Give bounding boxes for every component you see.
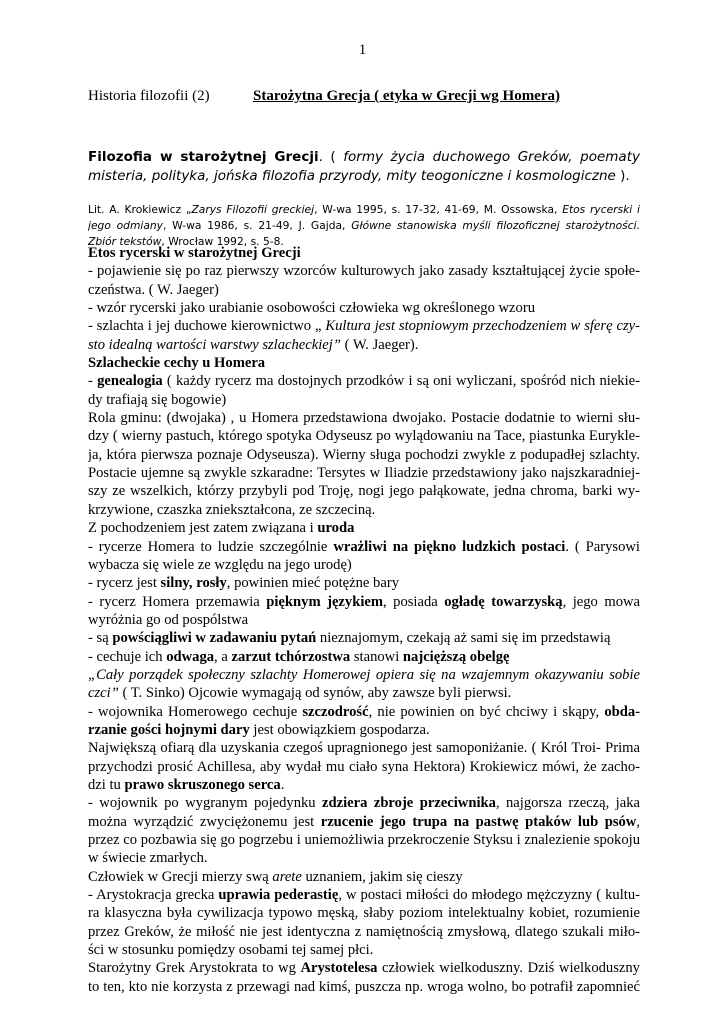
- text-line: , a: [214, 648, 232, 665]
- text-line: ści w stosunku pomiędzy osobami tej samej płci.: [88, 942, 374, 959]
- lit-text: Lit. A. Krokiewicz „: [88, 203, 192, 216]
- text-line: w świecie zmarłych.: [88, 850, 208, 867]
- text-line: człowiek wielkoduszny. Dziś wielkoduszny: [377, 960, 640, 977]
- section-title: [88, 148, 640, 186]
- heading-szlacheckie: Szlacheckie cechy u Homera: [88, 355, 266, 372]
- text-line: nieznajomym, czekają aż sami się im przedstawią: [316, 630, 611, 647]
- lit-text: , W-wa 1995, s. 17-32, 41-69, M. Ossowska,: [314, 203, 563, 216]
- text-line: ra klasyczna była cywilizacja typowo męską, słaby poziom intelektualny kobiet, rozumienie: [88, 905, 640, 922]
- text-line: dy trafiają się bogowie): [88, 391, 227, 408]
- lit-title: Zarys Filozofii greckiej: [191, 203, 315, 216]
- text-line: Rola gminu: (dwojaka) , u Homera przedstawiona dwojako. Postacie dodatnie to wierni słu-: [88, 410, 640, 427]
- page-number: 1: [358, 42, 367, 58]
- term-obelga: najcięższą obelgę: [402, 648, 510, 665]
- term-zbroje: zdziera zbroje przeciwnika: [322, 795, 496, 812]
- lit-title: Etos rycerski i: [562, 203, 640, 216]
- term-prawo: prawo skruszonego serca: [124, 776, 281, 793]
- term-trup: rzucenie jego trupa na pastwę ptaków lub psów: [320, 813, 637, 830]
- quote-sinko: „Cały porządek społeczny szlachty Homerowej opiera się na wzajemnym okazywaniu sobie: [88, 666, 640, 683]
- title-italic-2: misteria, polityka, jońska filozofia przyrody, mity teogoniczne i kosmologiczne: [88, 168, 616, 184]
- quote-jaeger: Kultura jest stopniowym przechodzeniem w sferę czy-: [325, 318, 640, 335]
- term-jezyk: pięknym językiem: [266, 593, 384, 610]
- text-line: dzi tu: [88, 776, 125, 793]
- text-line: ( W. Jaeger).: [340, 336, 419, 353]
- term-obdarzanie: rzanie gości hojnymi dary: [88, 721, 250, 738]
- text-line: , nie powinien on być chciwy i skąpy,: [368, 703, 605, 720]
- text-line: , najgorsza rzeczą, jaka: [495, 795, 640, 812]
- text-line: szy ze wszelkich, którzy przybyli pod Troję, nogi jego pałąkowate, jedna chroma, barki wy-: [88, 483, 640, 500]
- term-arete: arete: [272, 868, 302, 885]
- term-odwaga: odwaga: [166, 648, 215, 665]
- quote-jaeger: sto idealną wartości warstwy szlacheckiej”: [88, 336, 341, 353]
- text-line: Największą ofiarą dla uzyskania czegoś upragnionego jest samoponiżanie. ( Król Troi- Prima: [88, 740, 640, 757]
- text-line: przez co pozbawia się go pogrzebu i uniemożliwia przekroczenie Styksu i znalezienie spokoju: [88, 832, 640, 848]
- quote-sinko: czci”: [88, 685, 119, 702]
- text-line: - wojownika Homerowego cechuje: [88, 703, 303, 720]
- title-close: ).: [615, 168, 630, 184]
- header-topic: Starożytna Grecja ( etyka w Grecji wg Homera): [253, 88, 560, 104]
- title-open: . (: [318, 149, 344, 165]
- lit-text: , W-wa 1986, s. 21-49, J. Gajda,: [163, 219, 352, 232]
- text-line: - Arystokracja grecka: [88, 887, 219, 904]
- term-szczodrosc: szczodrość: [302, 703, 369, 720]
- text-line: stanowi: [350, 648, 403, 665]
- text-line: - rycerz jest: [88, 575, 161, 592]
- lit-text: , Wrocław 1992, s. 5-8.: [161, 235, 284, 248]
- text-line: , posiada: [383, 593, 445, 610]
- text-line: można wyrządzić zwyciężonemu jest: [88, 813, 321, 830]
- term-obdarzanie: obda-: [604, 703, 640, 720]
- term-silny: silny, rosły: [160, 575, 227, 592]
- term-oglada: ogładę towarzyską: [444, 593, 563, 610]
- term-pederastia: uprawia pederastię: [218, 887, 339, 904]
- term-powsciagliwi: powściągliwi w zadawaniu pytań: [112, 630, 317, 647]
- text-line: ( każdy rycerz ma dostojnych przodków i są oni wyliczani, spośród nich niekie-: [162, 373, 640, 390]
- lit-title: Główne stanowiska myśli filozoficznej starożytności.: [351, 219, 640, 232]
- text-line: wyróżnia go od pospólstwa: [88, 611, 249, 628]
- document-body: [88, 244, 640, 996]
- text-line: - wzór rycerski jako urabianie osobowości człowieka wg określonego wzoru: [88, 300, 535, 317]
- term-arystoteles: Arystotelesa: [300, 960, 378, 977]
- text-line: to ten, kto nie korzysta z przewagi nad kimś, puszcza np. wroga wolno, bo potrafił zapomnieć: [88, 978, 640, 995]
- term-uroda: uroda: [317, 520, 355, 537]
- term-zarzut: zarzut tchórzostwa: [231, 648, 351, 665]
- text-line: , powinien mieć potężne bary: [226, 575, 399, 592]
- text-line: jest obowiązkiem gospodarza.: [249, 721, 430, 738]
- lit-title: Zbiór tekstów: [88, 235, 162, 248]
- title-bold: Filozofia w starożytnej Grecji: [88, 149, 319, 165]
- literature-block: [88, 202, 640, 250]
- text-line: - rycerz Homera przemawia: [88, 593, 267, 610]
- text-line: .: [280, 776, 285, 793]
- term-genealogia: genealogia: [97, 373, 163, 390]
- lit-title: jego odmiany: [88, 219, 163, 232]
- text-line: Starożytny Grek Arystokrata to wg: [88, 960, 301, 977]
- term-wrazliwi: wrażliwi na piękno ludzkich postaci: [333, 538, 566, 555]
- text-line: czeństwa. ( W. Jaeger): [88, 281, 219, 298]
- text-line: ja, która pierwsza poznaje Odyseusza). Wierny sługa pochodzi zwykle z podupadłej szlachty.: [88, 446, 640, 463]
- text-line: dzy ( wierny pastuch, którego spotyka Odyseusz po wylądowaniu na Tace, piastunka Eurykle-: [88, 428, 640, 445]
- text-line: Z pochodzeniem jest zatem związana i: [88, 520, 318, 537]
- text-line: Człowiek w Grecji mierzy swą: [88, 868, 273, 885]
- text-line: - szlachta i jej duchowe kierownictwo „: [88, 318, 326, 335]
- text-line: wybacza się wiele ze względu na jego urodę): [88, 556, 352, 573]
- title-italic-1: formy życia duchowego Greków, poematy: [343, 149, 640, 165]
- heading-etos: Etos rycerski w starożytnej Grecji: [88, 245, 301, 261]
- text-line: krzywione, czaszka zniekształcona, ze szczeciną.: [88, 501, 376, 518]
- header-course: Historia filozofii (2): [88, 88, 210, 104]
- text-line: Postacie ujemne są zwykle szkaradne: Tersytes w Iliadzie przedstawiony jako najszkaradniej-: [88, 465, 640, 482]
- text-line: - są: [88, 630, 113, 647]
- text-line: . ( Parysowi: [565, 538, 640, 555]
- text-line: , w postaci miłości do młodego mężczyzny ( kultu-: [338, 887, 640, 904]
- text-line: - pojawienie się po raz pierwszy wzorców kulturowych jako zasady kształtującej życie społe-: [88, 263, 640, 280]
- text-line: - cechuje ich: [88, 648, 167, 665]
- text-line: uznaniem, jakim się cieszy: [301, 868, 463, 885]
- text-line: , jego mowa: [562, 593, 640, 610]
- text-line: - rycerze Homera to ludzie szczególnie: [88, 538, 334, 555]
- text-line: przychodzi prosić Achillesa, aby wydał mu ciało syna Hektora) Krokiewicz mówi, że zacho-: [88, 758, 640, 775]
- text-line: - wojownik po wygranym pojedynku: [88, 795, 323, 812]
- text-line: ( T. Sinko) Ojcowie wymagają od synów, aby zawsze byli pierwsi.: [118, 685, 512, 702]
- text-line: -: [88, 373, 98, 390]
- text-line: ,: [636, 813, 640, 830]
- text-line: przez Greków, że miłość nie jest identyczna z namiętnością zmysłową, dlatego szukali miło-: [88, 923, 640, 940]
